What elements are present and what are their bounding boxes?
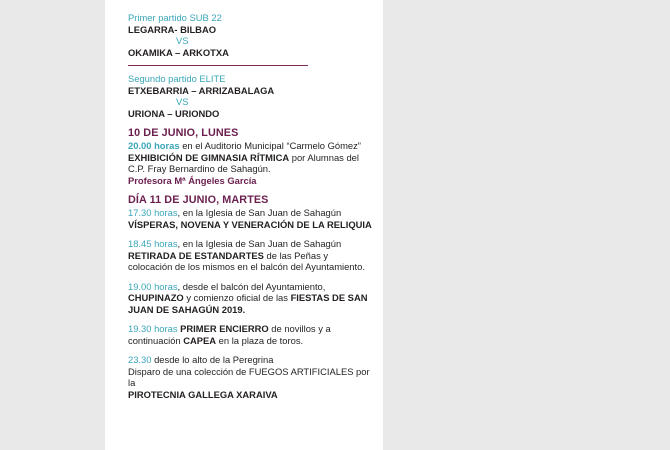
event-4-title: PRIMER ENCIERRO (177, 323, 269, 334)
day-11-event-3 (128, 281, 373, 316)
match-1 (128, 12, 373, 58)
event-4-text-2: en la plaza de toros. (216, 334, 304, 346)
match-2-title: Segundo partido ELITE (128, 73, 226, 84)
event-2-text-2: de las Peñas y colocación de los mismos en el balcón del Ayuntamiento. (128, 249, 365, 272)
match-1-vs: VS (176, 35, 189, 46)
event-5-text-2: Disparo de una colección de FUEGOS ARTIFICIALES por la (128, 365, 370, 388)
day-11-event-5 (128, 354, 373, 400)
event-1-time: 17.30 horas (128, 207, 178, 218)
program-content (128, 12, 373, 400)
event-1-title: VÍSPERAS, NOVENA Y VENERACIÓN DE LA RELIQUIA (128, 218, 372, 230)
event-3-text-2: y comienzo oficial de las (183, 292, 291, 303)
event-2-text: , en la Iglesia de San Juan de Sahagún (177, 238, 342, 249)
event-4-text: de novillos y a continuación (128, 323, 331, 346)
match-2-vs: VS (176, 96, 189, 107)
event-5-time: 23.30 (128, 354, 152, 365)
day-11-event-1 (128, 207, 373, 230)
event-5-text: desde lo alto de la Peregrina (151, 354, 274, 365)
day-10-section (128, 127, 373, 186)
event-3-text: , desde el balcón del Ayuntamiento, (177, 280, 326, 292)
match-1-team-b: OKAMIKA – ARKOTXA (128, 46, 229, 58)
match-2-team-b: URIONA – URIONDO (128, 107, 220, 119)
event-4-title-2: CAPEA (183, 334, 217, 346)
event-2-time: 18.45 horas (128, 238, 178, 249)
day-10-text-2: por Alumnas del C.P. Fray Bernardino de Sahagún. (128, 151, 359, 174)
day-10-teacher: Profesora Mª Ángeles García (128, 174, 257, 186)
match-1-title: Primer partido SUB 22 (128, 12, 222, 23)
event-3-title-2: FIESTAS DE SAN JUAN DE SAHAGÚN 2019. (128, 292, 368, 315)
day-10-event-title: EXHIBICIÓN DE GIMNASIA RÍTMICA (128, 151, 290, 163)
event-1-text: , en la Iglesia de San Juan de Sahagún (177, 207, 342, 218)
event-3-title: CHUPINAZO (128, 292, 184, 303)
day-10-event (128, 140, 373, 175)
day-11-heading: DÍA 11 DE JUNIO, MARTES (128, 194, 269, 206)
divider (128, 65, 308, 66)
match-2-team-a: ETXEBARRIA – ARRIZABALAGA (128, 84, 275, 96)
day-11-event-2 (128, 238, 373, 273)
day-10-time: 20.00 horas (128, 140, 180, 151)
event-2-title: RETIRADA DE ESTANDARTES (128, 249, 264, 261)
match-1-team-a: LEGARRA- BILBAO (128, 23, 217, 35)
event-5-title: PIROTECNIA GALLEGA XARAIVA (128, 388, 278, 400)
event-4-time: 19.30 horas (128, 323, 178, 334)
day-10-text: en el Auditorio Municipal “Carmelo Gómez” (179, 140, 361, 151)
program-page (105, 0, 383, 450)
match-2 (128, 73, 373, 119)
day-11-event-4 (128, 323, 373, 346)
day-11-section (128, 194, 373, 400)
day-10-heading: 10 DE JUNIO, LUNES (128, 127, 239, 139)
event-3-time: 19.00 horas (128, 280, 178, 292)
